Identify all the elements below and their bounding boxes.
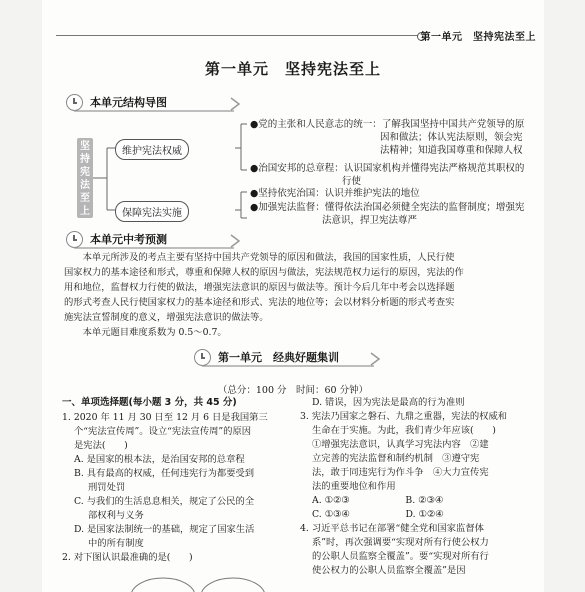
b1-item1-line2: 因和做法；体认宪法原则，领会宪 bbox=[380, 132, 523, 143]
q1-option-d-cont: 中的所有制度 bbox=[88, 538, 144, 549]
branch-uphold-authority: 维护宪法权威 bbox=[115, 139, 189, 160]
section-header-forecast bbox=[66, 229, 256, 251]
q3-statement-3: 法，敢于同违宪行为作斗争 ④大力宣传宪 bbox=[312, 467, 489, 478]
q2-line1: 2. 对下图认识最准确的是( ) bbox=[62, 552, 193, 563]
q3-line2: 生命在于实施。为此，我们青少年应该( ) bbox=[312, 425, 496, 436]
left-column bbox=[62, 411, 294, 565]
q4-line4: 使公权力的公职人员监察全覆盖”是因 bbox=[312, 565, 466, 576]
structure-root: 坚持宪法至上 bbox=[77, 138, 93, 218]
forecast-line-2: 国家权力的基本途径和形式，尊重和保障人权的原因与做法，宪法规范权力运行的原因，宪法的作 bbox=[64, 267, 464, 278]
forecast-line-4: 的形式考查人民行使国家权力的基本途径和形式、宪法的地位等；会以材料分析题的形式考查实 bbox=[64, 297, 455, 308]
q1-option-d: D. 是国家法制统一的基础，规定了国家生活 bbox=[74, 524, 255, 535]
b2-item2-line2: 法意识，捍卫宪法尊严 bbox=[322, 215, 418, 226]
q2-figure-circles bbox=[128, 576, 268, 592]
q3-line1: 3. 宪法乃国家之磐石、九鼎之重器，宪法的权威和 bbox=[300, 411, 508, 422]
q3-options-ab: A. ①②③ B. ②③④ bbox=[312, 495, 444, 506]
q1-option-c-cont: 部权利与义务 bbox=[88, 510, 144, 521]
b2-item1: ●坚持依宪治国：认识并维护宪法的地位 bbox=[250, 188, 420, 199]
b2-item2: ●加强宪法监督：懂得依法治国必须健全宪法的监督制度；增强宪 bbox=[250, 202, 525, 213]
score-time: （总分：100 分 时间：60 分钟） bbox=[217, 385, 369, 396]
page bbox=[42, 0, 544, 592]
q3-statement-2: 立完善的宪法监督和制约机制 ③遵守宪 bbox=[312, 453, 480, 464]
q4-line2: 系”时，再次强调要“实现对所有行使公权力 bbox=[312, 537, 489, 548]
b1-item1: ●党的主张和人民意志的统一：了解我国坚持中国共产党领导的原 bbox=[250, 119, 525, 130]
forecast-line-1: 本单元所涉及的考点主要有坚持中国共产党领导的原因和做法，我国的国家性质，人民行使 bbox=[82, 252, 455, 263]
q4-line3: 的公职人员监察全覆盖”。要“实现对所有行 bbox=[312, 551, 489, 562]
section-title: 第一单元 经典好题集训 bbox=[218, 351, 339, 364]
section-title: 本单元中考预测 bbox=[90, 233, 167, 246]
q3-statement-1: ①增强宪法意识，认真学习宪法内容 ②建 bbox=[312, 439, 489, 450]
q1-line3: 是宪法( ) bbox=[74, 440, 128, 451]
running-header bbox=[56, 26, 544, 44]
q1-option-c: C. 与我们的生活息息相关，规定了公民的全 bbox=[74, 496, 255, 507]
page-title: 第一单元 坚持宪法至上 bbox=[204, 60, 381, 78]
q3-options-cd: C. ①③④ D. ①②④ bbox=[312, 509, 444, 520]
running-header-text: 第一单元 坚持宪法至上 bbox=[420, 32, 536, 43]
branch-ensure-implementation: 保障宪法实施 bbox=[115, 201, 189, 222]
q1-line2: 个“宪法宣传周”。设立“宪法宣传周”的原因 bbox=[74, 426, 252, 437]
forecast-line-5: 施宪法宣誓制度的意义，增强宪法意识的做法等。 bbox=[64, 312, 269, 323]
right-column bbox=[300, 396, 532, 578]
q1-option-a: A. 是国家的根本法，是治国安邦的总章程 bbox=[74, 454, 245, 465]
q4-line1: 4. 习近平总书记在部署“健全党和国家监督体 bbox=[300, 523, 484, 534]
part1-heading: 一、单项选择题(每小题 3 分，共 45 分) bbox=[62, 397, 237, 408]
q2-option-d: D. 错误，因为宪法是最高的行为准则 bbox=[312, 397, 465, 408]
section-header-structure bbox=[66, 92, 256, 114]
b1-item2-line2: 行使 bbox=[342, 176, 362, 187]
section-title: 本单元结构导图 bbox=[90, 96, 167, 109]
difficulty-line: 本单元题目难度系数为 0.5～0.7。 bbox=[82, 327, 227, 338]
b1-item1-line3: 法精神；知道我国尊重和保障人权 bbox=[380, 145, 523, 156]
q1-option-b-cont: 刑罚处罚 bbox=[88, 482, 126, 493]
q1-option-b: B. 具有最高的权威，任何违宪行为都要受到 bbox=[74, 468, 255, 479]
q1-line1: 1. 2020 年 11 月 30 日至 12 月 6 日是我国第三 bbox=[62, 412, 268, 423]
section-header-exercises bbox=[194, 347, 394, 369]
b1-item2: ●治国安邦的总章程：认识国家机构并懂得宪法严格规范其职权的 bbox=[250, 163, 525, 174]
forecast-line-3: 用和地位，监督权力行使的做法，增强宪法意识的原因与做法等。预计今后几年中考会以选择题 bbox=[64, 282, 455, 293]
header-rule bbox=[56, 35, 422, 36]
q3-statement-4: 法的重要地位和作用 bbox=[312, 481, 396, 492]
